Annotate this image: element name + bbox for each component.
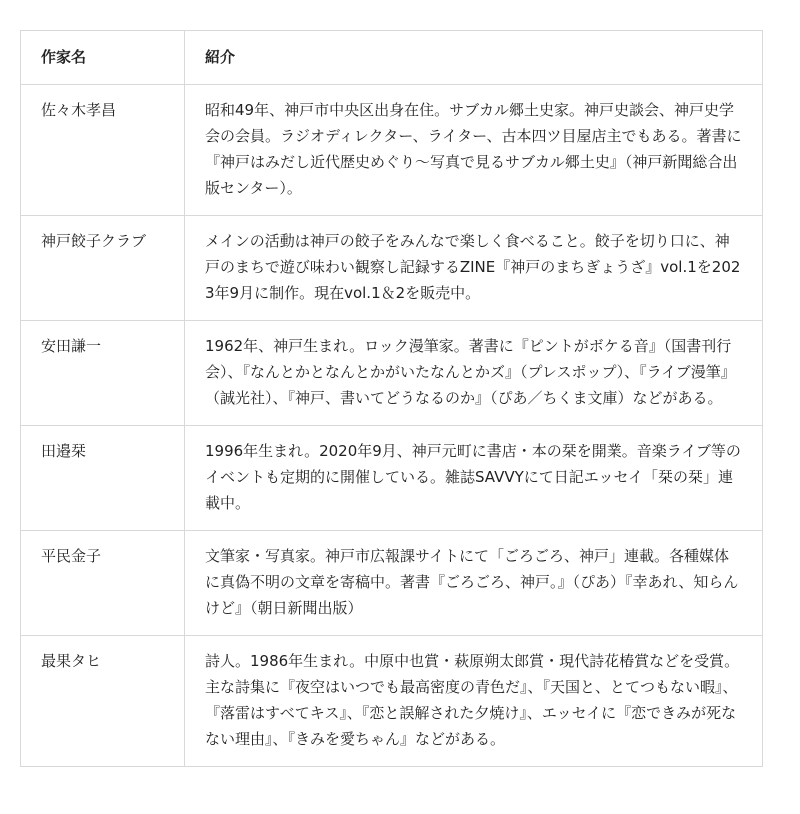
author-intro: 1962年、神戸生まれ。ロック漫筆家。著書に『ピントがボケる音』（国書刊行会）、『なんとかとなんとかがいたなんとかズ』（プレスポップ）、『ライブ漫筆』（誠光社）、『神戸、書いてどうなるのか』（ぴあ／ちくま文庫）などがある。 [185,321,763,426]
table-row [21,636,763,767]
author-intro: 詩人。1986年生まれ。中原中也賞・萩原朔太郎賞・現代詩花椿賞などを受賞。主な詩集に『夜空はいつでも最高密度の青色だ』、『天国と、とてつもない暇』、『落雷はすべてキス』、『恋と誤解された夕焼け』、エッセイに『恋できみが死なない理由』、『きみを愛ちゃん』などがある。 [185,636,763,767]
author-intro: 文筆家・写真家。神戸市広報課サイトにて「ごろごろ、神戸」連載。各種媒体に真偽不明の文章を寄稿中。著書『ごろごろ、神戸。』（ぴあ）『幸あれ、知らんけど』（朝日新聞出版） [185,531,763,636]
header-author: 作家名 [21,31,185,85]
author-name: 神戸餃子クラブ [21,216,185,321]
table-row [21,321,763,426]
author-name: 平民金子 [21,531,185,636]
author-intro: メインの活動は神戸の餃子をみんなで楽しく食べること。餃子を切り口に、神戸のまちで遊び味わい観察し記録するZINE『神戸のまちぎょうざ』vol.1を2023年9月に制作。現在vol.1＆2を販売中。 [185,216,763,321]
author-name: 安田謙一 [21,321,185,426]
author-table [20,30,763,767]
header-intro: 紹介 [185,31,763,85]
author-name: 田邉栞 [21,426,185,531]
author-intro: 1996年生まれ。2020年9月、神戸元町に書店・本の栞を開業。音楽ライブ等のイベントも定期的に開催している。雑誌SAVVYにて日記エッセイ「栞の栞」連載中。 [185,426,763,531]
author-intro: 昭和49年、神戸市中央区出身在住。サブカル郷土史家。神戸史談会、神戸史学会の会員。ラジオディレクター、ライター、古本四ツ目屋店主でもある。著書に『神戸はみだし近代歴史めぐり〜写真で見るサブカル郷土史』（神戸新聞総合出版センター）。 [185,85,763,216]
table-header-row [21,31,763,85]
author-name: 最果タヒ [21,636,185,767]
table-row [21,216,763,321]
author-name: 佐々木孝昌 [21,85,185,216]
table-row [21,85,763,216]
table-row [21,426,763,531]
author-table-container [20,30,762,767]
table-row [21,531,763,636]
